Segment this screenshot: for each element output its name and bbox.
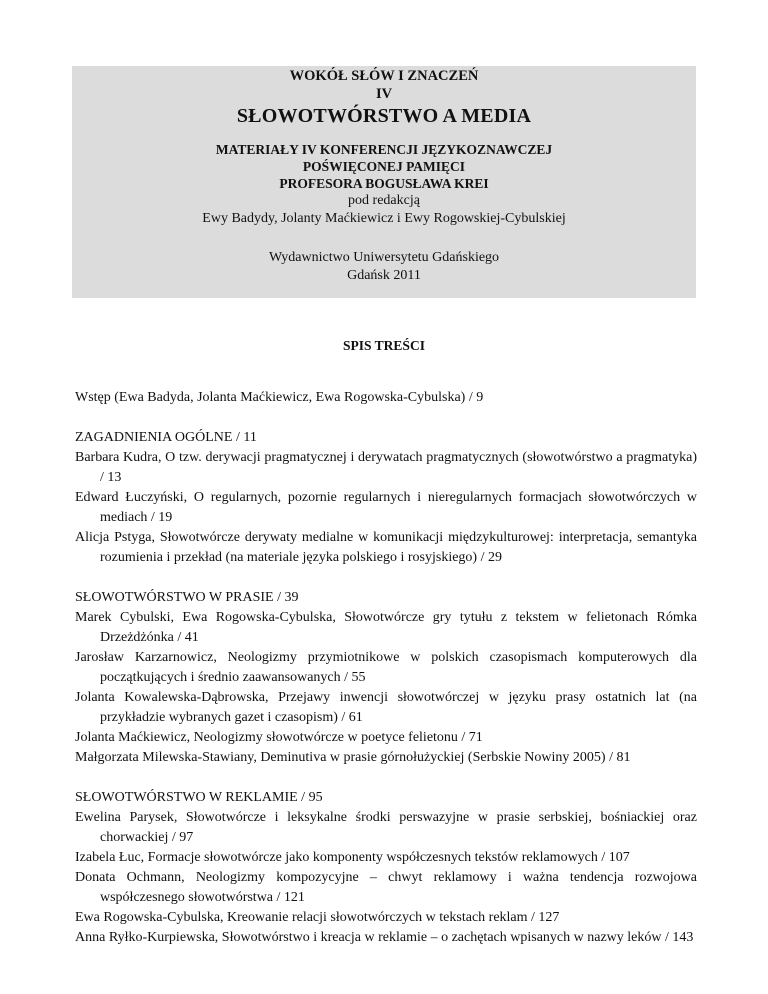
toc-entry: Edward Łuczyński, O regularnych, pozornie regularnych i nieregularnych formacjach słowotwórczych w mediach / 19 [75, 490, 697, 525]
toc-entry: Alicja Pstyga, Słowotwórcze derywaty medialne w komunikacji międzykulturowej: interpretacja, semantyka rozumienia i przekład (na materiale języka polskiego i rosyjskiego) / 29 [75, 530, 697, 565]
toc-entry: Donata Ochmann, Neologizmy kompozycyjne – chwyt reklamowy i ważna tendencja rozwojowa współczesnego słowotwórstwa / 121 [75, 870, 697, 905]
toc-section-press [75, 588, 697, 768]
toc-entry: Marek Cybulski, Ewa Rogowska-Cybulska, Słowotwórcze gry tytułu z tekstem w felietonach Rómka Drzeżdżónka / 41 [75, 610, 697, 645]
place-year: Gdańsk 2011 [347, 267, 421, 283]
conference-line: MATERIAŁY IV KONFERENCJI JĘZYKOZNAWCZEJ [215, 142, 553, 158]
series-title: WOKÓŁ SŁÓW I ZNACZEŃ [289, 68, 479, 84]
volume-number: IV [375, 85, 393, 102]
title-block [72, 66, 696, 298]
toc-section-advertising [75, 788, 697, 948]
toc-entry: Ewelina Parysek, Słowotwórcze i leksykalne środki perswazyjne w prasie serbskiej, bośniackiej oraz chorwackiej / 97 [75, 810, 697, 845]
toc-entry: Jolanta Kowalewska-Dąbrowska, Przejawy inwencji słowotwórczej w języku prasy ostatnich lat (na przykładzie wybranych gazet i czasopism) / 61 [75, 690, 697, 725]
table-of-contents [75, 388, 697, 948]
toc-entry: Barbara Kudra, O tzw. derywacji pragmatycznej i derywatach pragmatycznych (słowotwórstwo a pragmatyka) / 13 [75, 450, 697, 485]
toc-entry: Jolanta Maćkiewicz, Neologizmy słowotwórcze w poetyce felietonu / 71 [75, 730, 483, 745]
section-title: SŁOWOTWÓRSTWO W PRASIE / 39 [75, 590, 299, 605]
toc-entry: Małgorzata Milewska-Stawiany, Deminutiva w prasie górnołużyckiej (Serbskie Nowiny 2005) / 81 [75, 750, 631, 765]
book-title: SŁOWOTWÓRSTWO A MEDIA [236, 105, 532, 128]
section-title: ZAGADNIENIA OGÓLNE / 11 [75, 430, 257, 445]
toc-intro-entry: Wstęp (Ewa Badyda, Jolanta Maćkiewicz, Ewa Rogowska-Cybulska) / 9 [75, 390, 484, 405]
editors: Ewy Badydy, Jolanty Maćkiewicz i Ewy Rogowskiej-Cybulskiej [202, 210, 566, 226]
toc-entry: Izabela Łuc, Formacje słowotwórcze jako komponenty współczesnych tekstów reklamowych / 107 [75, 850, 630, 865]
toc-entry: Ewa Rogowska-Cybulska, Kreowanie relacji słowotwórczych w tekstach reklam / 127 [75, 910, 560, 925]
publisher: Wydawnictwo Uniwersytetu Gdańskiego [268, 250, 500, 266]
toc-heading: SPIS TREŚCI [343, 338, 425, 353]
editor-label: pod redakcją [348, 193, 420, 209]
conference-line: POŚWIĘCONEJ PAMIĘCI [302, 158, 466, 174]
toc-entry: Jarosław Karzarnowicz, Neologizmy przymiotnikowe w polskich czasopismach komputerowych dla początkujących i średnio zaawansowanych / 55 [75, 650, 697, 685]
section-title: SŁOWOTWÓRSTWO W REKLAMIE / 95 [75, 790, 323, 805]
conference-line: PROFESORA BOGUSŁAWA KREI [279, 175, 489, 191]
toc-section-general [75, 428, 697, 568]
toc-entry: Anna Ryłko-Kurpiewska, Słowotwórstwo i kreacja w reklamie – o zachętach wpisanych w nazwy leków / 143 [75, 930, 694, 945]
